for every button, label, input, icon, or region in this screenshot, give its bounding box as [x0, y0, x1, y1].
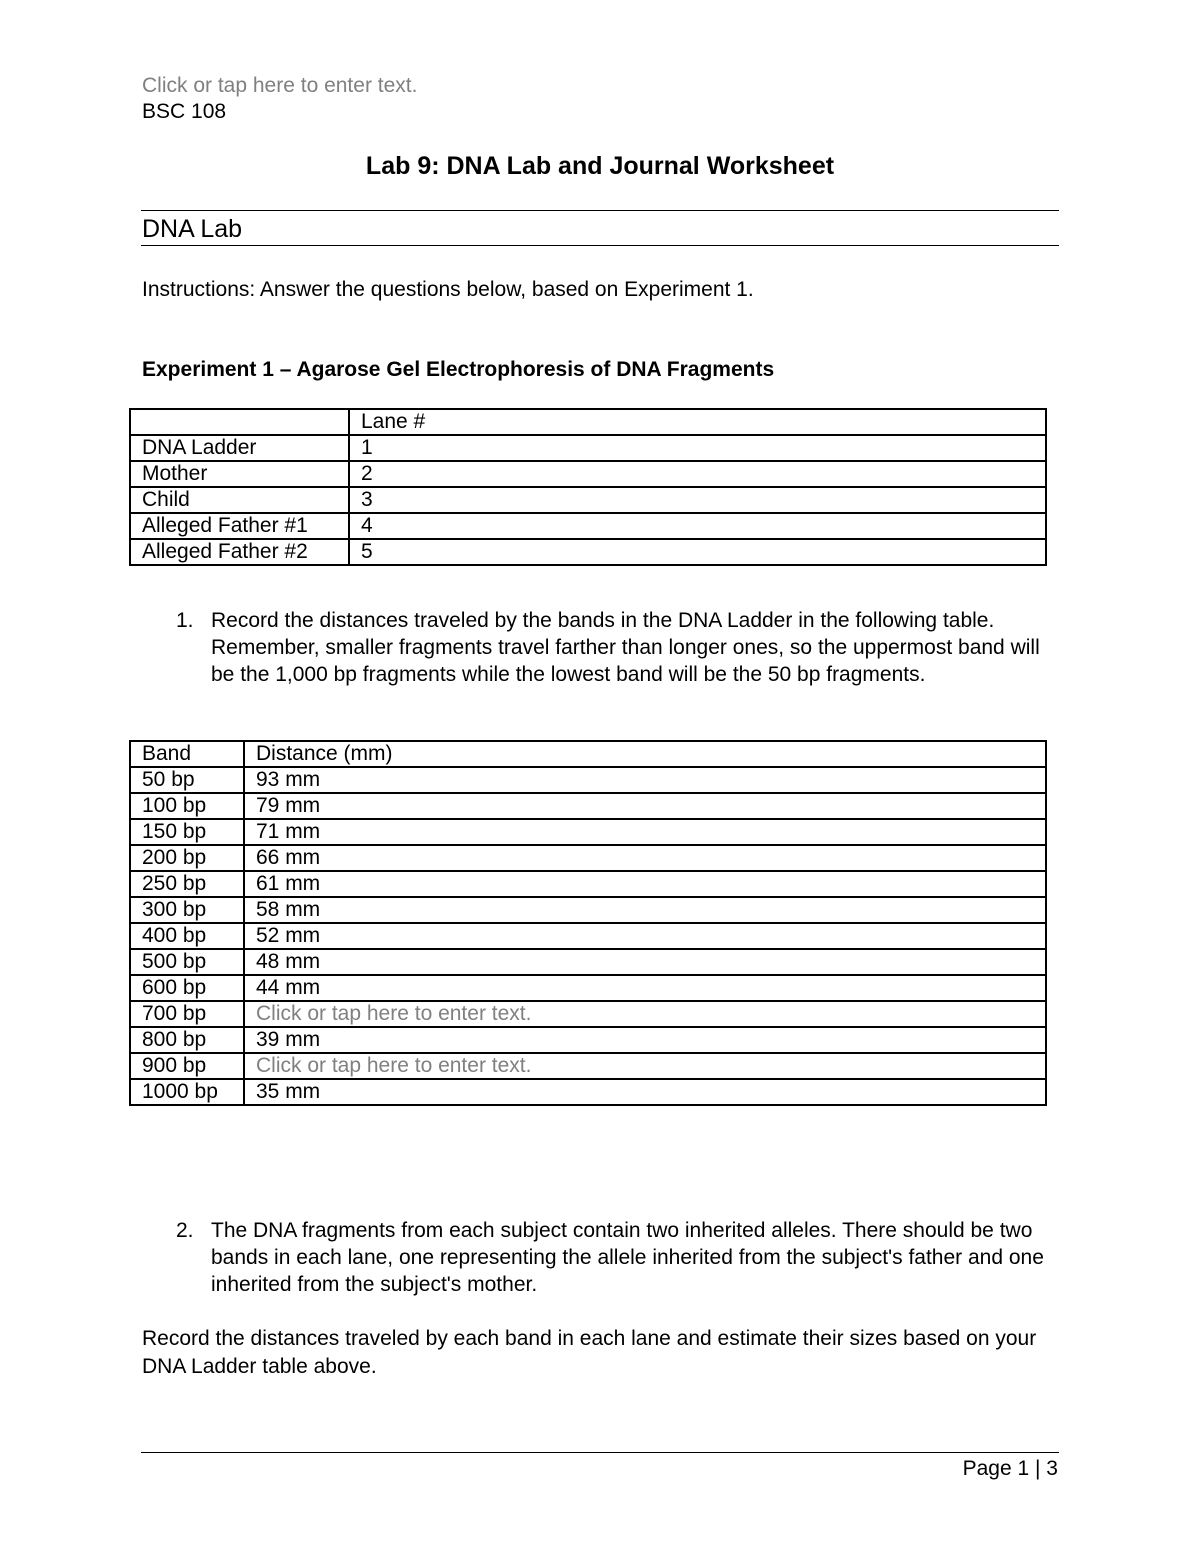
- page-title: Lab 9: DNA Lab and Journal Worksheet: [365, 152, 835, 180]
- table-cell: Mother: [130, 461, 349, 487]
- table-cell: 1000 bp: [130, 1079, 244, 1105]
- table-cell: 1: [349, 435, 1046, 461]
- table-row: [130, 461, 1046, 487]
- table-cell: 250 bp: [130, 871, 244, 897]
- question-text: Record the distances traveled by the bands in the DNA Ladder in the following table. Remember, smaller fragments travel farther than longer ones, so the uppermost band will be the 1,000 bp fragments while the lowest band will be the 50 bp fragments.: [211, 609, 1040, 686]
- table-cell: Child: [130, 487, 349, 513]
- table-cell: Alleged Father #2: [130, 539, 349, 565]
- table-header-band: Band: [130, 741, 244, 767]
- table-row: [130, 1053, 1046, 1079]
- table-cell: 150 bp: [130, 819, 244, 845]
- section-title: DNA Lab: [142, 215, 243, 243]
- table-cell: 52 mm: [244, 923, 1046, 949]
- table-row: [130, 767, 1046, 793]
- table-cell: 44 mm: [244, 975, 1046, 1001]
- table-cell: 93 mm: [244, 767, 1046, 793]
- table-cell: 79 mm: [244, 793, 1046, 819]
- table-row: [130, 1079, 1046, 1105]
- table-cell: 48 mm: [244, 949, 1046, 975]
- table-row: [130, 897, 1046, 923]
- ladder-table: [129, 740, 1047, 1106]
- table-cell: 66 mm: [244, 845, 1046, 871]
- table-cell: 600 bp: [130, 975, 244, 1001]
- table-cell: 71 mm: [244, 819, 1046, 845]
- table-row: [130, 409, 1046, 435]
- table-row: [130, 793, 1046, 819]
- table-cell: 2: [349, 461, 1046, 487]
- table-row: [130, 819, 1046, 845]
- table-row: [130, 871, 1046, 897]
- table-cell: 300 bp: [130, 897, 244, 923]
- question-2: [176, 1217, 1056, 1299]
- table-cell: 400 bp: [130, 923, 244, 949]
- table-row: [130, 923, 1046, 949]
- question-number: 2.: [176, 1219, 194, 1242]
- distance-input-900bp[interactable]: Click or tap here to enter text.: [244, 1053, 1046, 1079]
- table-cell: 4: [349, 513, 1046, 539]
- table-row: [130, 539, 1046, 565]
- experiment-title: Experiment 1 – Agarose Gel Electrophoresis of DNA Fragments: [142, 358, 775, 381]
- table-cell: 61 mm: [244, 871, 1046, 897]
- table-header-lane: Lane #: [349, 409, 1046, 435]
- table-cell: DNA Ladder: [130, 435, 349, 461]
- table-cell: 500 bp: [130, 949, 244, 975]
- table-header-distance: Distance (mm): [244, 741, 1046, 767]
- table-cell: 200 bp: [130, 845, 244, 871]
- table-cell: 700 bp: [130, 1001, 244, 1027]
- footer-rule: [141, 1452, 1059, 1453]
- instructions-text: Instructions: Answer the questions below, based on Experiment 1.: [142, 278, 754, 301]
- table-cell: 100 bp: [130, 793, 244, 819]
- table-cell: 39 mm: [244, 1027, 1046, 1053]
- table-cell: Alleged Father #1: [130, 513, 349, 539]
- table-cell: 5: [349, 539, 1046, 565]
- section-rule-top: [141, 210, 1059, 211]
- page-number: Page 1 | 3: [962, 1457, 1058, 1480]
- table-row: [130, 513, 1046, 539]
- question-1: [176, 607, 1056, 717]
- record-instructions: Record the distances traveled by each band in each lane and estimate their sizes based on your DNA Ladder table above.: [142, 1327, 1037, 1378]
- table-row: [130, 1027, 1046, 1053]
- table-row: [130, 845, 1046, 871]
- table-cell: 50 bp: [130, 767, 244, 793]
- distance-input-700bp[interactable]: Click or tap here to enter text.: [244, 1001, 1046, 1027]
- table-cell: 3: [349, 487, 1046, 513]
- table-cell: [130, 409, 349, 435]
- table-row: [130, 487, 1046, 513]
- table-row: [130, 975, 1046, 1001]
- table-row: [130, 741, 1046, 767]
- course-code: BSC 108: [142, 100, 227, 123]
- question-text: The DNA fragments from each subject contain two inherited alleles. There should be two bands in each lane, one representing the allele inherited from the subject's father and one inherited from the subject's mother.: [211, 1219, 1044, 1296]
- lanes-table: [129, 408, 1047, 566]
- table-row: [130, 949, 1046, 975]
- table-cell: 58 mm: [244, 897, 1046, 923]
- table-row: [130, 1001, 1046, 1027]
- section-rule-bottom: [141, 245, 1059, 246]
- table-cell: 35 mm: [244, 1079, 1046, 1105]
- table-cell: 900 bp: [130, 1053, 244, 1079]
- header-name-field[interactable]: Click or tap here to enter text.: [142, 74, 418, 97]
- question-number: 1.: [176, 609, 194, 632]
- table-cell: 800 bp: [130, 1027, 244, 1053]
- table-row: [130, 435, 1046, 461]
